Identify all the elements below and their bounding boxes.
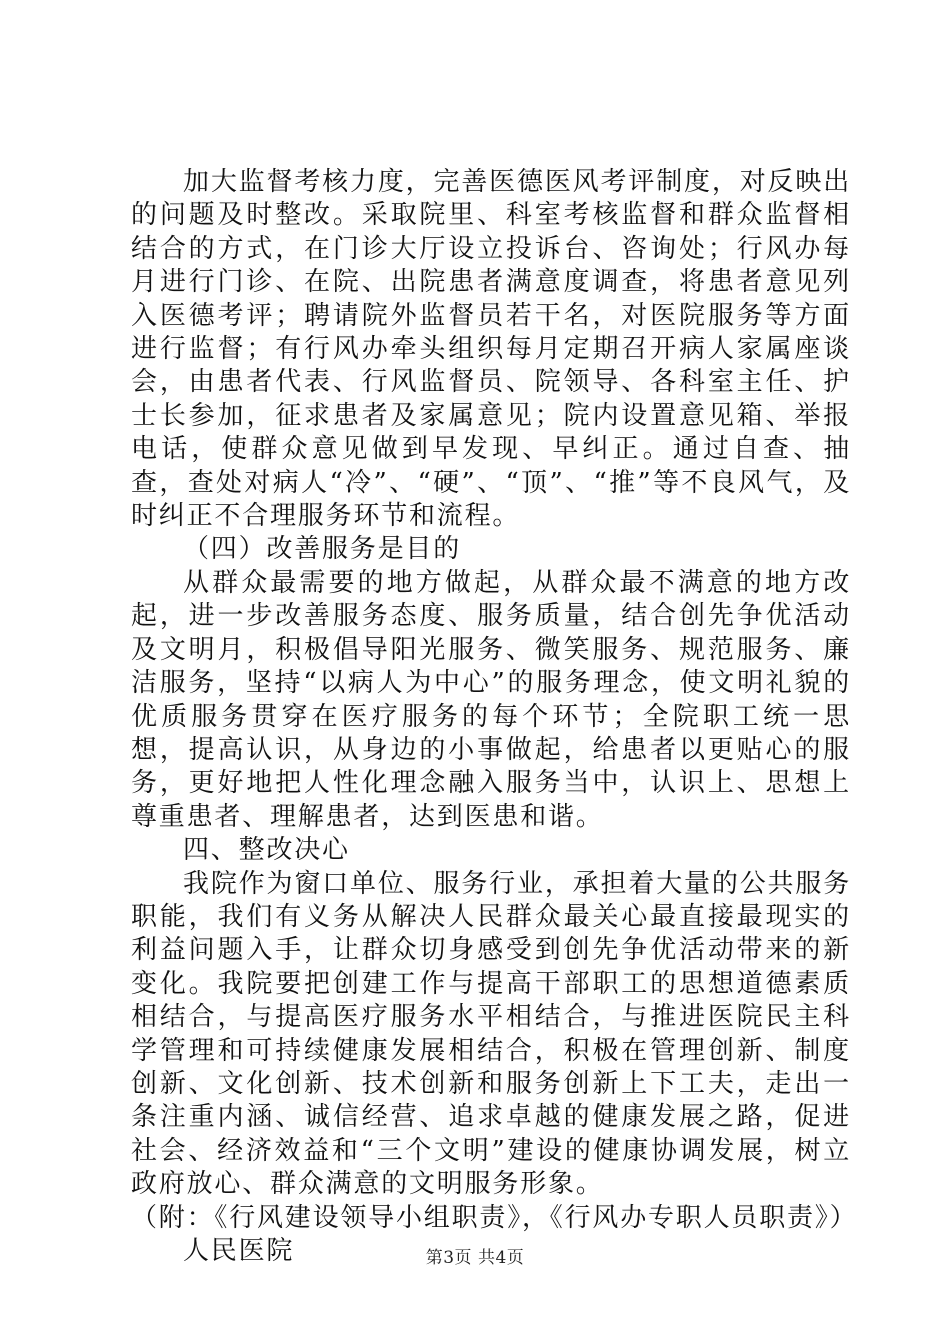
signature-hospital: 人民医院 [183,1236,295,1266]
paragraph-supervision: 加大监督考核力度，完善医德医风考评制度，对反映出的问题及时整改。采取院里、科室考核监督和群众监督相结合的方式，在门诊大厅设立投诉台、咨询处；行风办每月进行门诊、在院、出院患者满意度调查，将患者意见列入医德考评；聘请院外监督员若干名，对医院服务等方面进行监督；有行风办牵头组织每月定期召开病人家属座谈会，由患者代表、行风监督员、院领导、各科室主任、护士长参加，征求患者及家属意见；院内设置意见箱、举报电话，使群众意见做到早发现、早纠正。通过自查、抽查，查处对病人“冷”、“硬”、“顶”、“推”等不良风气，及时纠正不合理服务环节和流程。 [131,167,851,532]
paragraph-improve-service: 从群众最需要的地方做起，从群众最不满意的地方改起，进一步改善服务态度、服务质量，结合创先争优活动及文明月，积极倡导阳光服务、微笑服务、规范服务、廉洁服务，坚持“以病人为中心”的服务理念，使文明礼貌的优质服务贯穿在医疗服务的每个环节；全院职工统一思想，提高认识，从身边的小事做起，给患者以更贴心的服务，更好地把人性化理念融入服务当中，认识上、思想上尊重患者、理解患者，达到医患和谐。 [131,567,851,832]
paragraph-attachments: （附：《行风建设领导小组职责》，《行风办专职人员职责》） [131,1202,858,1233]
document-body [131,166,858,1268]
heading-improve-service: （四）改善服务是目的 [183,534,462,565]
heading-rectification-resolve: 四、整改决心 [183,835,350,866]
paragraph-rectification-resolve: 我院作为窗口单位、服务行业，承担着大量的公共服务职能，我们有义务从解决人民群众最关心最直接最现实的利益问题入手，让群众切身感受到创先争优活动带来的新变化。我院要把创建工作与提高干部职工的思想道德素质相结合，与提高医疗服务水平相结合，与推进医院民主科学管理和可持续健康发展相结合，积极在管理创新、制度创新、文化创新、技术创新和服务创新上下工夫，走出一条注重内涵、诚信经营、追求卓越的健康发展之路，促进社会、经济效益和“三个文明”建设的健康协调发展，树立政府放心、群众满意的文明服务形象。 [131,868,851,1200]
page-footer: 第3页 共4页 [425,1248,525,1268]
